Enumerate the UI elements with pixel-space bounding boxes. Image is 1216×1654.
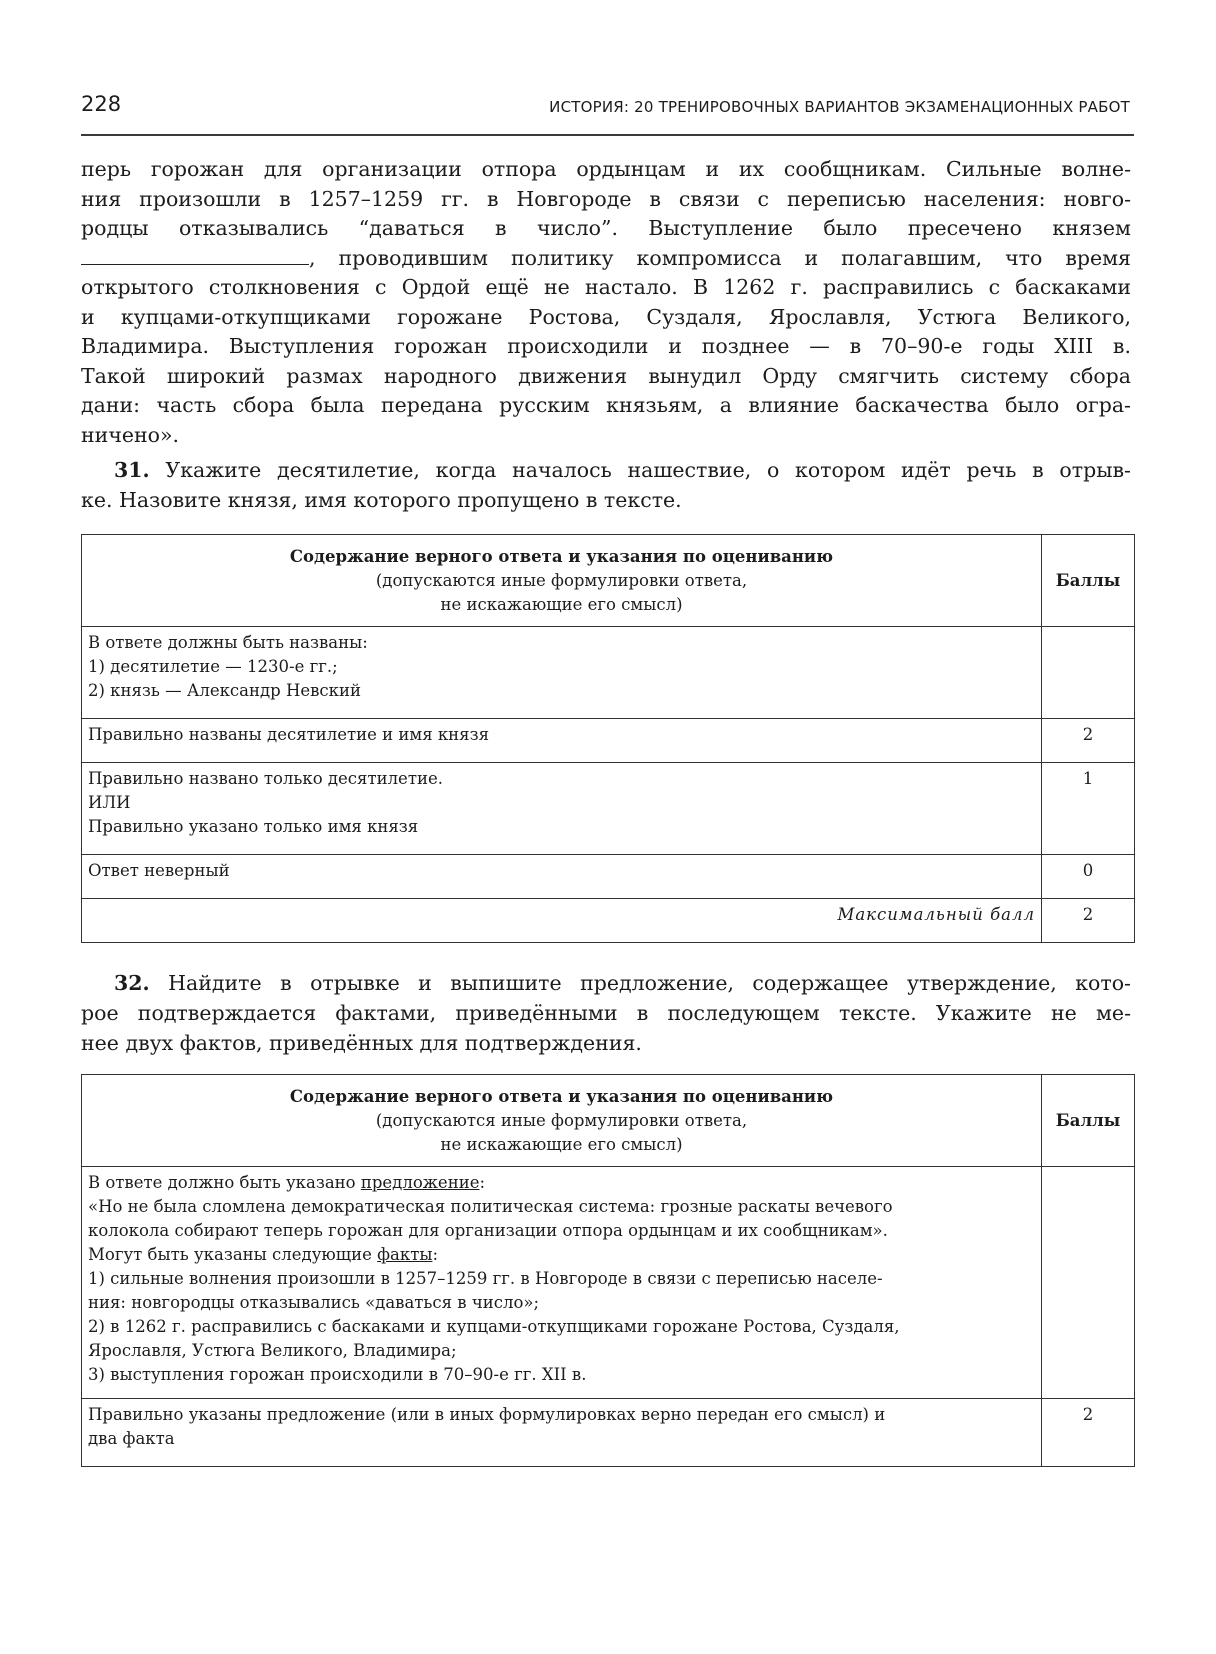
table-row: [82, 719, 1135, 763]
answer-fact: 3) выступления горожан происходили в 70–90-е гг. XII в.: [88, 1365, 587, 1384]
header-bold: Содержание верного ответа и указания по оцениванию: [289, 546, 834, 566]
criteria-line: Правильно указаны предложение (или в иных формулировках верно передан его смысл) и: [88, 1405, 886, 1424]
page-header: [81, 90, 1134, 136]
answer-quote: колокола собирают теперь горожан для организации отпора ордынцам и их сообщникам».: [88, 1221, 888, 1240]
passage-line: Такой широкий размах народного движения вынудил Орду смягчить систему сбора: [81, 363, 1131, 388]
answer-intro: [88, 1173, 485, 1192]
answer-facts-intro: [88, 1245, 438, 1264]
question-text: ке. Назовите князя, имя которого пропущено в тексте.: [81, 488, 682, 512]
answer-intro-colon: :: [479, 1173, 486, 1192]
table-header-row: [82, 535, 1135, 627]
header-sub: (допускаются иные формулировки ответа,: [375, 1110, 748, 1130]
passage-line: , проводившим политику компромисса и полагавшим, что время: [309, 245, 1131, 270]
criteria-cell: [82, 1399, 1042, 1467]
question-number: 31.: [114, 458, 150, 482]
header-sub: не искажающие его смысл): [440, 1134, 683, 1154]
table-header-cell: [82, 1075, 1042, 1167]
grading-table-32: [81, 1074, 1135, 1467]
answer-facts-colon: :: [432, 1245, 439, 1264]
criteria-line: Правильно указано только имя князя: [88, 817, 419, 836]
max-score-row: [82, 899, 1135, 943]
answer-facts-keyword: факты: [377, 1245, 433, 1264]
missing-name-blank: [81, 244, 309, 265]
answer-intro-keyword: предложение: [360, 1173, 480, 1192]
question-text: Найдите в отрывке и выпишите предложение, содержащее утверждение, кото-: [168, 971, 1131, 995]
passage-line: и купцами-откупщиками горожане Ростова, Суздаля, Ярославля, Устюга Великого,: [81, 304, 1131, 329]
passage-line: ния произошли в 1257–1259 гг. в Новгороде в связи с переписью населения: новго-: [81, 186, 1131, 211]
score-header: [1042, 1075, 1135, 1167]
criteria-cell: Правильно названы десятилетие и имя князя: [82, 719, 1042, 763]
answer-fact: ния: новгородцы отказывались «даваться в число»;: [88, 1293, 540, 1312]
answer-line: В ответе должны быть названы:: [88, 633, 368, 652]
passage-line: дани: часть сбора была передана русским князьям, а влияние баскачества было огра-: [81, 393, 1131, 417]
passage-text: [81, 155, 1131, 450]
table-row: [82, 855, 1135, 899]
passage-line-with-blank: [81, 244, 1131, 274]
criteria-line: два факта: [88, 1429, 175, 1448]
passage-line: родцы отказывались “даваться в число”. Выступление было пресечено князем: [81, 216, 1131, 240]
passage-line: перь горожан для организации отпора ордынцам и их сообщникам. Сильные волне-: [81, 157, 1131, 181]
table-header-row: [82, 1075, 1135, 1167]
answer-cell: [82, 1167, 1042, 1399]
grading-table-31: [81, 534, 1135, 943]
page-number: 228: [81, 92, 122, 116]
question-text: Укажите десятилетие, когда началось нашествие, о котором идёт речь в отрыв-: [165, 458, 1131, 482]
question-text: нее двух фактов, приведённых для подтверждения.: [81, 1031, 642, 1055]
header-bold: Содержание верного ответа и указания по оцениванию: [289, 1086, 834, 1106]
running-title: ИСТОРИЯ: 20 ТРЕНИРОВОЧНЫХ ВАРИАНТОВ ЭКЗАМЕНАЦИОННЫХ РАБОТ: [549, 98, 1130, 116]
answer-cell: [82, 627, 1042, 719]
answer-line: 2) князь — Александр Невский: [88, 681, 361, 700]
passage-line: открытого столкновения с Ордой ещё не настало. В 1262 г. расправились с баскаками: [81, 275, 1131, 299]
score-cell: 1: [1042, 763, 1135, 855]
table-row: [82, 763, 1135, 855]
answer-facts-text: Могут быть указаны следующие: [88, 1245, 378, 1264]
header-sub: (допускаются иные формулировки ответа,: [375, 570, 748, 590]
criteria-cell: Ответ неверный: [82, 855, 1042, 899]
criteria-line: Правильно названо только десятилетие.: [88, 769, 443, 788]
criteria-cell: [82, 763, 1042, 855]
answer-intro-text: В ответе должно быть указано: [88, 1173, 361, 1192]
max-score-value: 2: [1042, 899, 1135, 943]
score-cell: [1042, 1167, 1135, 1399]
header-sub: не искажающие его смысл): [440, 594, 683, 614]
table-row: [82, 627, 1135, 719]
passage-line: Владимира. Выступления горожан происходили и позднее — в 70–90-е годы XIII в.: [81, 334, 1131, 358]
score-cell: [1042, 627, 1135, 719]
question-32: [81, 968, 1131, 1058]
table-header-cell: [82, 535, 1042, 627]
table-row: [82, 1399, 1135, 1467]
question-number: 32.: [114, 971, 150, 995]
answer-fact: Ярославля, Устюга Великого, Владимира;: [88, 1341, 457, 1360]
table-row: [82, 1167, 1135, 1399]
question-31-line: [81, 455, 1131, 485]
score-header-label: Баллы: [1055, 570, 1121, 590]
criteria-line: ИЛИ: [88, 793, 131, 812]
passage-line: ничено».: [81, 422, 180, 447]
question-32-line: [81, 968, 1131, 998]
answer-line: 1) десятилетие — 1230-е гг.;: [88, 657, 338, 676]
answer-fact: 2) в 1262 г. расправились с баскаками и купцами-откупщиками горожане Ростова, Суздаля,: [88, 1317, 900, 1336]
answer-fact: 1) сильные волнения произошли в 1257–1259 гг. в Новгороде в связи с переписью населе-: [88, 1269, 883, 1288]
score-cell: 2: [1042, 1399, 1135, 1467]
score-header-label: Баллы: [1055, 1110, 1121, 1130]
score-header: [1042, 535, 1135, 627]
score-cell: 2: [1042, 719, 1135, 763]
answer-quote: «Но не была сломлена демократическая политическая система: грозные раскаты вечевого: [88, 1197, 893, 1216]
question-31: [81, 455, 1131, 515]
score-cell: 0: [1042, 855, 1135, 899]
max-score-label: Максимальный балл: [82, 899, 1042, 943]
question-text: рое подтверждается фактами, приведёнными в последующем тексте. Укажите не ме-: [81, 1001, 1131, 1025]
